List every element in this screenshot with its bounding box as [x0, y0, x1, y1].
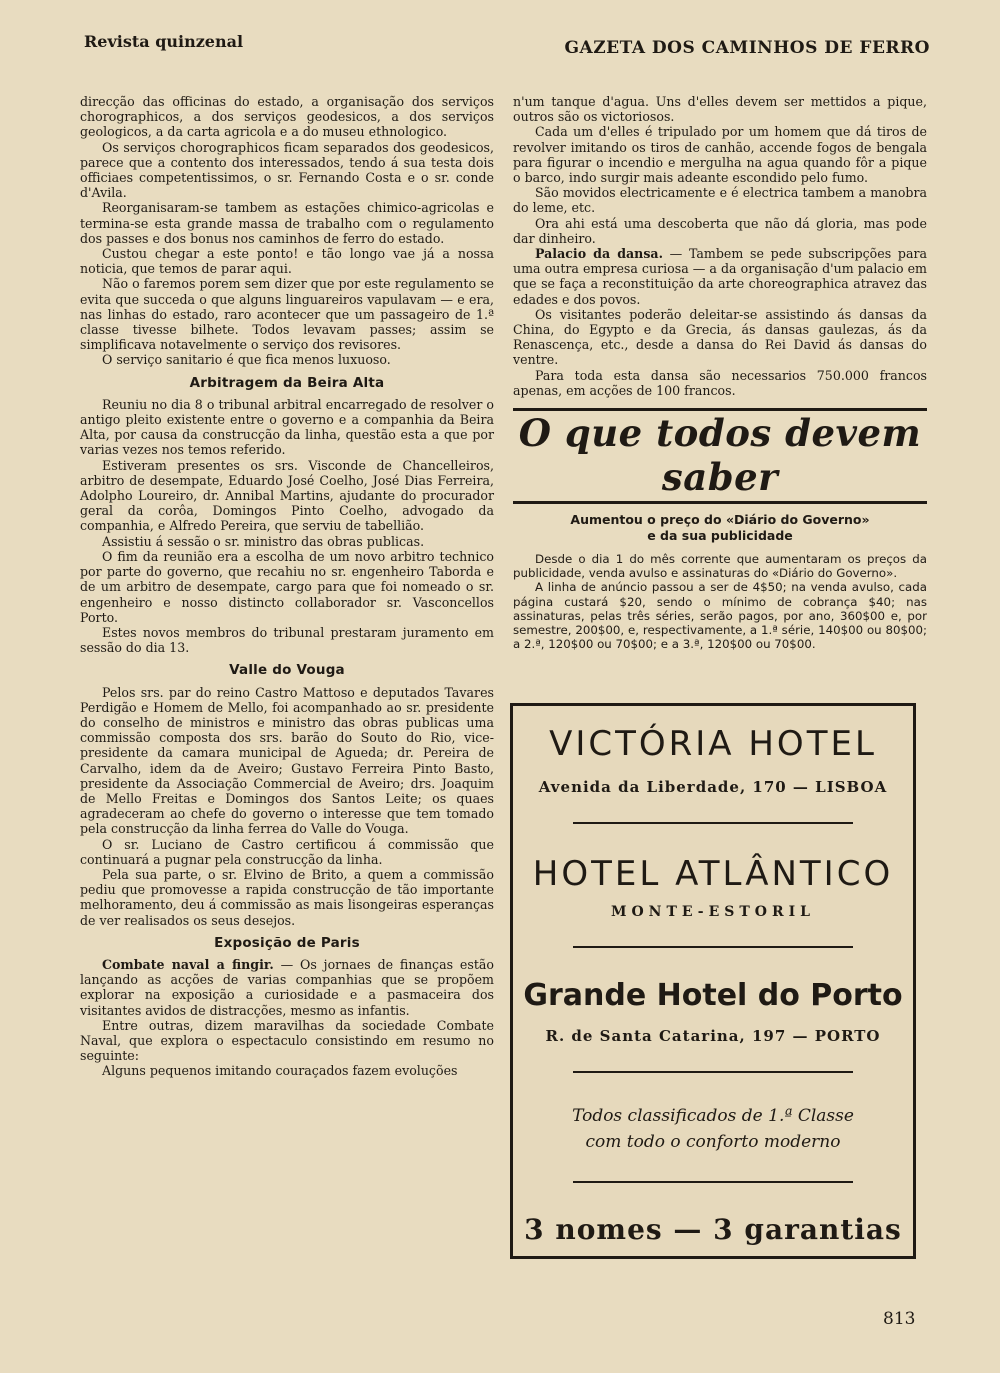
paragraph: Entre outras, dizem maravilhas da sociedade Combate Naval, que explora o espectaculo consistindo em resumo no seguinte: [80, 1017, 494, 1064]
paragraph: A linha de anúncio passou a ser de 4$50; na venda avulso, cada página custará $20, sendo o mínimo de cobrança $40; nas assinaturas, pelas três séries, serão pagos, por ano, 360$00 e, por semestre, 200$00, e, respectivamente, a 1.ª série, 140$00 ou 80$00; a 2.ª, 120$00 ou 70$00; e a 3.ª, 120$00 ou 70$00. [513, 580, 927, 652]
lead-rest: — Os jornaes de finanças estão lançando as acções de varias companhias que se propõem explorar na exposição a curiosidade e a pasmaceira dos visitantes avidos de distracções, mesmo as infantis. [80, 956, 495, 1018]
paragraph: Cada um d'elles é tripulado por um homem que dá tiros de revolver imitando os tiros de canhão, accende fogos de bengala para figurar o incendio e mergulha na agua quando fôr a pique o barco, indo surgir mais adeante escondido pelo fumo. [513, 124, 927, 186]
divider [573, 1181, 853, 1183]
paragraph: direcção das officinas do estado, a organisação dos serviços chorographicos, a dos serviços geodesicos, a dos serviços geologicos, a da carta agricola e a do museu ethnologico. [80, 94, 494, 140]
notice-subtitle-line: Aumentou o preço do «Diário do Governo» [570, 512, 870, 528]
paragraph: Para toda esta dansa são necessarios 750.000 francos apenas, em acções de 100 francos. [513, 367, 927, 398]
lead-rest: — Tambem se pede subscripções para uma outra empresa curiosa — a da organisação d'um palacio em que se faça a reconstituição da arte choreographica atravez das edades e dos povos. [513, 246, 927, 307]
paragraph: Pelos srs. par do reino Castro Mattoso e deputados Tavares Perdigão e Homem de Mello, foi acompanhado ao sr. presidente do conselho de ministros e ministro das obras publicas uma commissão composta dos srs. barão do Souto do Rio, vice-presidente da camara municipal de Agueda; dr. Pereira de Carvalho, idem da de Aveiro; Gustavo Ferreira Pinto Basto, presidente da Associação Commercial de Aveiro; drs. Joaquim de Mello Freitas e Domingos dos Santos Leite; os quaes agradeceram ao chefe do governo o interesse que tem tomado pela construcção da linha ferrea do Valle do Vouga. [80, 684, 494, 837]
paragraph: O sr. Luciano de Castro certificou á commissão que continuará a pugnar pela construcção da linha. [80, 836, 494, 867]
hotel-address-porto: R. de Santa Catarina, 197 — PORTO [545, 1027, 881, 1045]
paragraph: São movidos electricamente e é electrica tambem a manobra do leme, etc. [513, 185, 927, 216]
section-title-vouga: Valle do Vouga [229, 662, 345, 679]
notice-subtitle-line: e da sua publicidade [647, 528, 793, 544]
paragraph: Desde o dia 1 do mês corrente que aumentaram os preços da publicidade, venda avulso e assinaturas do «Diário do Governo». [513, 552, 927, 581]
paragraph: Não o faremos porem sem dizer que por este regulamento se evita que succeda o que alguns linguareiros vapulavam — e era, nas linhas do estado, raro acontecer que um passageiro de 1.ª classe tivesse bilhete. Todos levavam passes; assim se simplificava notavelmente o serviço dos revisores. [80, 276, 494, 353]
paragraph: Os serviços chorographicos ficam separados dos geodesicos, parece que a contento dos interessados, tendo á sua testa dois officiaes competentissimos, o sr. Fernando Costa e o sr. conde d'Avila. [80, 139, 494, 201]
paragraph: Reorganisaram-se tambem as estações chimico-agricolas e termina-se esta grande massa de trabalho com o regulamento dos passes e dos bonus nos caminhos de ferro do estado. [80, 200, 494, 246]
header-right: GAZETA DOS CAMINHOS DE FERRO [564, 38, 930, 58]
paragraph: O fim da reunião era a escolha de um novo arbitro technico por parte do governo, que recahiu no sr. engenheiro Taborda e de um arbitro de desempate, cargo para que foi nomeado o sr. engenheiro e nosso distincto collaborador sr. Vasconcellos Porto. [80, 548, 494, 625]
hotel-name-victoria: VICTÓRIA HOTEL [549, 724, 877, 764]
hotel-name-porto: Grande Hotel do Porto [523, 978, 903, 1013]
right-column [513, 94, 927, 651]
hotel-address-victoria: Avenida da Liberdade, 170 — LISBOA [538, 778, 888, 796]
paragraph: Os visitantes poderão deleitar-se assistindo ás dansas da China, do Egypto e da Grecia, ás dansas gaulezas, ás da Renascença, etc., desde a dansa do Rei David ás dansas do ventre. [513, 306, 927, 368]
advert-tagline: Todos classificados de 1.ª Classe [572, 1106, 854, 1126]
section-title-paris: Exposição de Paris [214, 934, 360, 951]
paragraph: Assistiu á sessão o sr. ministro das obras publicas. [102, 533, 425, 549]
notice-title: O que todos devem saber [513, 408, 927, 504]
lead-text: Palacio da dansa. [535, 246, 663, 262]
divider [573, 1071, 853, 1073]
paragraph: O serviço sanitario é que fica menos luxuoso. [102, 352, 391, 368]
hotel-location-atlantico: MONTE-ESTORIL [610, 904, 816, 920]
notice-subtitle [513, 512, 927, 544]
paragraph: n'um tanque d'agua. Uns d'elles devem ser mettidos a pique, outros são os victoriosos. [513, 94, 927, 125]
divider [573, 822, 853, 824]
divider [573, 946, 853, 948]
paragraph: Ora ahi está uma descoberta que não dá gloria, mas pode dar dinheiro. [513, 215, 927, 246]
hotel-advert [510, 703, 916, 1259]
paragraph: Custou chegar a este ponto! e tão longo vae já a nossa noticia, que temos de parar aqui. [80, 246, 494, 277]
paragraph: Reuniu no dia 8 o tribunal arbitral encarregado de resolver o antigo pleito existente entre o governo e a companhia da Beira Alta, por causa da construcção da linha, questão esta a que por varias vezes nos temos referido. [80, 396, 494, 458]
hotel-name-atlantico: HOTEL ATLÂNTICO [532, 854, 894, 894]
advert-slogan: 3 nomes — 3 garantias [524, 1213, 902, 1246]
left-column [80, 94, 494, 1079]
notice-body [513, 552, 927, 651]
paragraph: Alguns pequenos imitando couraçados fazem evoluções [102, 1063, 458, 1079]
header-left: Revista quinzenal [84, 32, 244, 51]
paragraph: Estes novos membros do tribunal prestaram juramento em sessão do dia 13. [80, 624, 494, 656]
paragraph: Estiveram presentes os srs. Visconde de Chancelleiros, arbitro de desempate, Eduardo José Coelho, José Dias Ferreira, Adolpho Loureiro, dr. Annibal Martins, ajudante do procurador geral da corôa, Domingos Pinto Coelho, advogado da companhia, e Alfredo Pereira, que serviu de tabellião. [80, 457, 494, 534]
paragraph: Pela sua parte, o sr. Elvino de Brito, a quem a commissão pediu que promovesse a rapida construcção de tão importante melhoramento, deu á commissão as mais lisongeiras esperanças de ver realisados os seus desejos. [80, 866, 494, 928]
page-number: 813 [883, 1309, 916, 1329]
paragraph [80, 957, 494, 1018]
advert-tagline: com todo o conforto moderno [585, 1132, 841, 1152]
section-title-arbitragem: Arbitragem da Beira Alta [189, 374, 385, 391]
paragraph [513, 246, 927, 307]
lead-text: Combate naval a fingir. [102, 956, 274, 972]
